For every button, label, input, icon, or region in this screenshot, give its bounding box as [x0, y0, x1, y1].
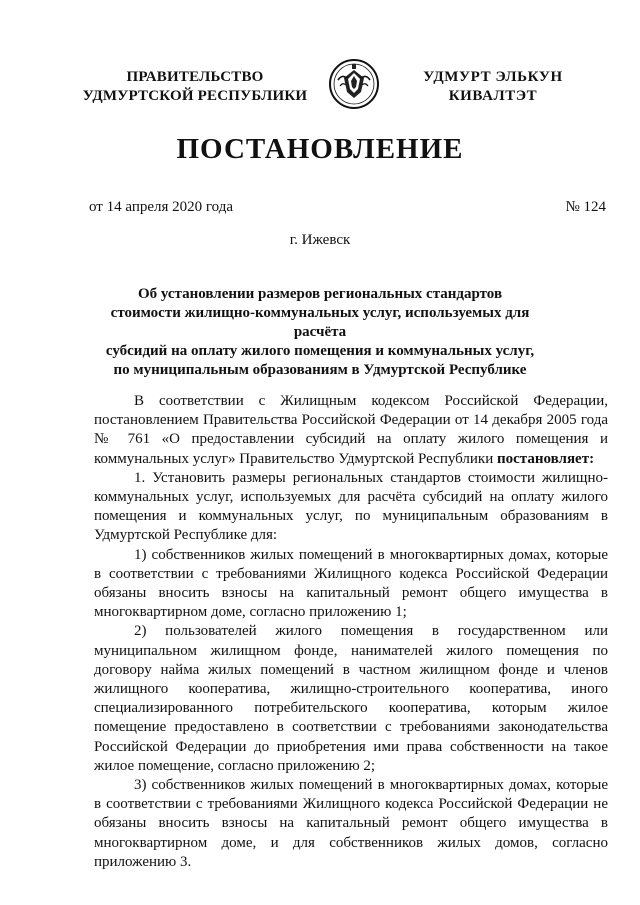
sub-item-2-paragraph: 2) пользователей жилого помещения в государственном или муниципальном жилищном фонде, нанимателей жилого помещения по договору найма жилых помещений в частном жилищном фонде и членов жилищного кооператива, жилищно-строительного кооператива, иного специализированного потребительского кооператива, которым жилое помещение предоставлено в соответствии с требованиями законодательства Российской Федерации до приобретения ими права собственности на такое жилое помещение, согласно приложению 2; [94, 623, 608, 774]
preamble-text: В соответствии с Жилищным кодексом Российской Федерации, постановлением Правительства Российской Федерации от 14 декабря 2005 года № 761 «О предоставлении субсидий на оплату жилого помещения и коммунальных услуг» Правительство Удмуртской Республики [94, 393, 608, 467]
document-date: от 14 апреля 2020 года [89, 199, 234, 215]
issuer-name-udmurt [408, 68, 578, 106]
issuer-udmurt-line-2: КИВАЛТЭТ [448, 88, 538, 104]
sub-item-1-paragraph: 1) собственников жилых помещений в многоквартирных домах, которые в соответствии с требованиями Жилищного кодекса Российской Федерации обязаны вносить взносы на капитальный ремонт общего имущества в многоквартирном доме, согласно приложению 1; [94, 546, 608, 621]
document-city: г. Ижевск [289, 232, 351, 248]
sub-item-3-paragraph: 3) собственников жилых помещений в многоквартирных домах, которые в соответствии с требованиями Жилищного кодекса Российской Федерации не обязаны вносить взносы на капитальный ремонт общего имущества в многоквартирном доме, и для собственников жилых домов, согласно приложению 3. [94, 777, 608, 870]
issuer-line-2: УДМУРТСКОЙ РЕСПУБЛИКИ [82, 88, 308, 104]
decree-colon: : [589, 450, 595, 467]
document-body [94, 392, 608, 872]
issuer-name-russian [80, 68, 310, 106]
preamble-paragraph [94, 392, 608, 469]
subject-line: стоимости жилищно-коммунальных услуг, используемых для расчёта [110, 305, 530, 340]
subject-line: по муниципальным образованиям в Удмуртской Республике [113, 362, 527, 378]
issuer-line-1: ПРАВИТЕЛЬСТВО [126, 69, 264, 85]
document-subject [90, 285, 550, 380]
decree-word: постановляет [497, 450, 590, 467]
item-1-paragraph: 1. Установить размеры региональных стандартов стоимости жилищно-коммунальных услуг, используемых для расчёта субсидий на оплату жилого помещения и коммунальных услуг, по муниципальным образованиям в Удмуртской Республике для: [94, 469, 608, 544]
document-title: ПОСТАНОВЛЕНИЕ [176, 133, 464, 165]
subject-line: субсидий на оплату жилого помещения и коммунальных услуг, [105, 343, 535, 359]
udmurt-coat-of-arms-icon [328, 58, 380, 110]
document-number: № 124 [565, 199, 606, 215]
issuer-udmurt-line-1: УДМУРТ ЭЛЬКУН [423, 69, 563, 85]
subject-line: Об установлении размеров региональных стандартов [137, 286, 503, 302]
